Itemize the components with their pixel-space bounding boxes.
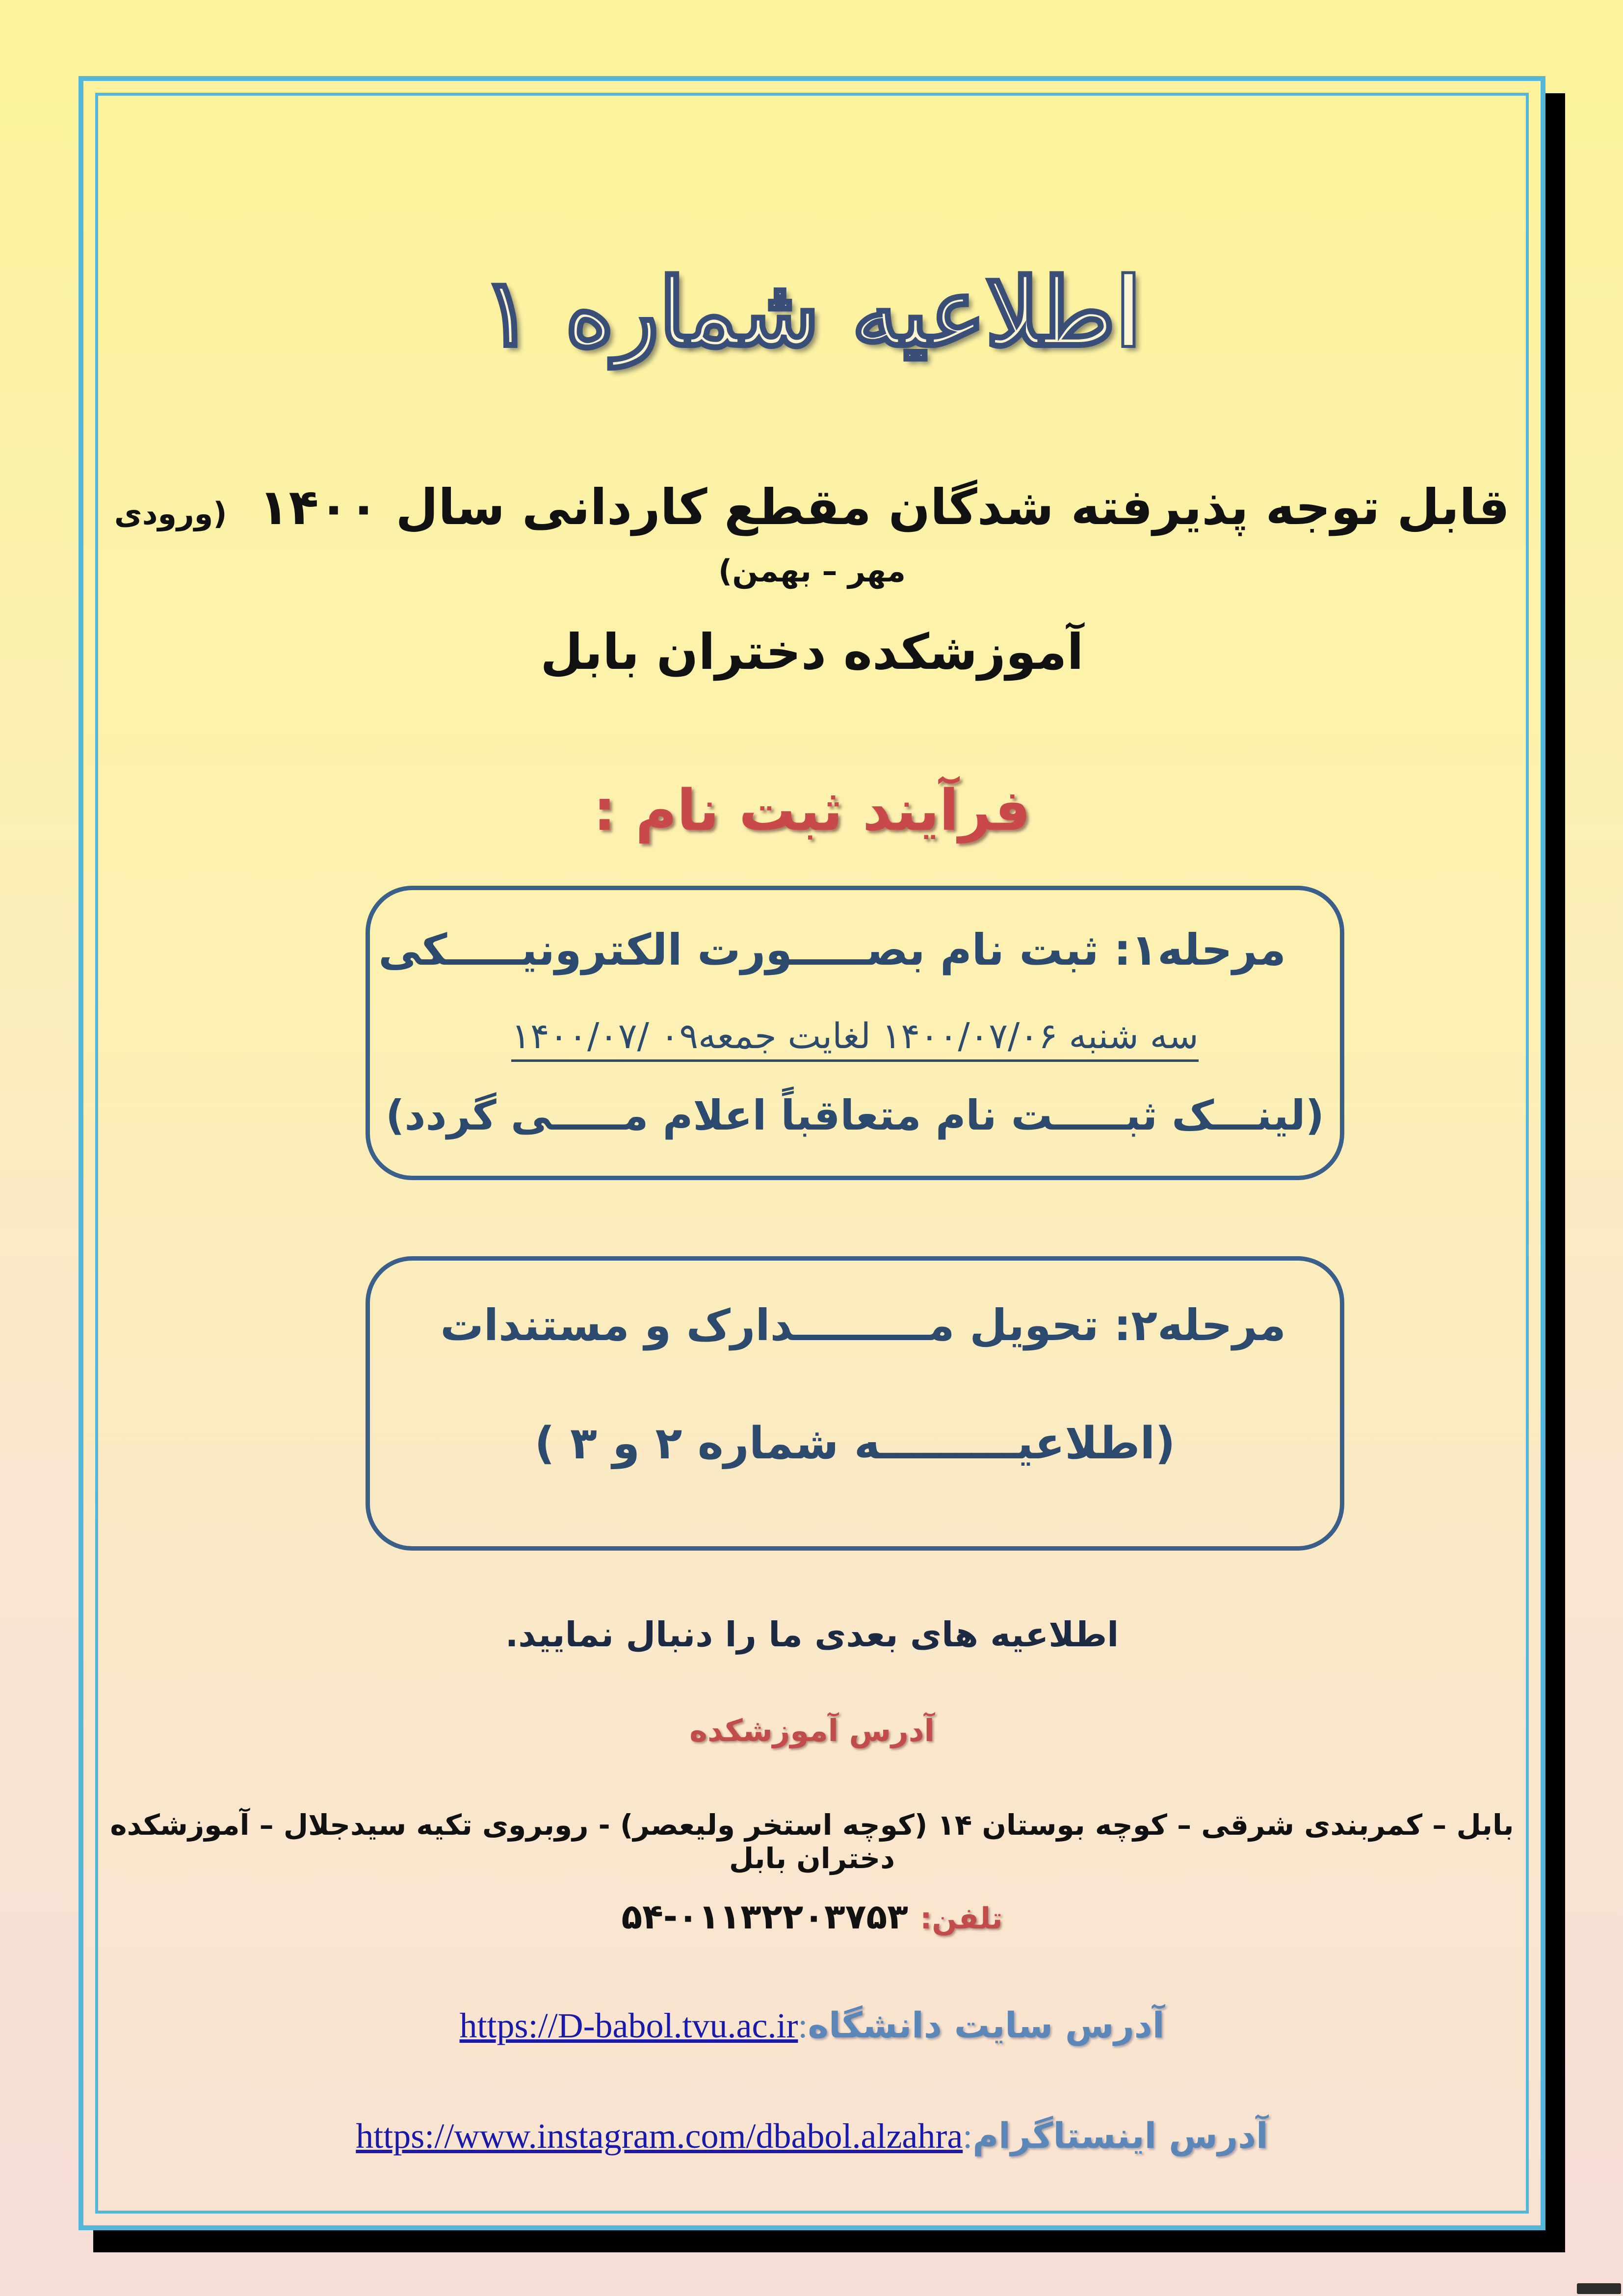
subtitle-main: قابل توجه پذیرفته شدگان مقطع کاردانی سال ۱۴۰۰: [259, 478, 1510, 536]
site-row: [83, 2005, 1541, 2046]
stage1-heading: مرحله۱: ثبت نام بصـــــورت الکترونیـــــکی: [378, 924, 1286, 975]
registration-process-title: فرآیند ثبت نام :: [593, 778, 1031, 844]
stage2-box: [366, 1256, 1344, 1551]
phone-label: تلفن:: [920, 1901, 1003, 1936]
instagram-colon: :: [963, 2116, 973, 2156]
phone-number: ۰۱۱۳۲۲۰۳۷۵۳-۵۴: [621, 1897, 908, 1937]
stage1-dates-text: سه شنبه ۱۴۰۰/۰۷/۰۶ لغایت جمعه۰۹ /۱۴۰۰/۰۷: [511, 1015, 1198, 1062]
school-address: بابل – کمربندی شرقی – کوچه بوستان ۱۴ (کوچه استخر ولیعصر) - روبروی تکیه سیدجلال – آموزشکده دختران بابل: [110, 1808, 1514, 1875]
corner-logo: [1577, 2283, 1621, 2294]
site-colon: :: [798, 2006, 808, 2045]
instagram-link[interactable]: https://www.instagram.com/dbabol.alzahra: [356, 2116, 963, 2156]
notice-frame: [79, 76, 1545, 2230]
stage1-link-note: (لینـــک ثبـــــت نام متعاقباً اعلام مـــــی گردد): [386, 1091, 1324, 1139]
stage1-box: [366, 886, 1344, 1180]
notice-subtitle: [83, 478, 1541, 593]
site-link[interactable]: https://D-babol.tvu.ac.ir: [459, 2006, 798, 2045]
address-label: آدرس آموزشکده: [689, 1713, 935, 1748]
notice-title: اطلاعیه شماره ۱: [482, 258, 1142, 367]
instagram-row: [83, 2115, 1541, 2157]
phone-line: [83, 1897, 1541, 1937]
instagram-label: آدرس اینستاگرام: [972, 2115, 1268, 2156]
site-label: آدرس سایت دانشگاه: [808, 2005, 1165, 2046]
subtitle-intake: (ورودی مهر – بهمن): [114, 496, 906, 589]
follow-notice: اطلاعیه های بعدی ما را دنبال نمایید.: [505, 1614, 1119, 1655]
stage1-dates: [370, 1015, 1340, 1056]
stage2-heading: مرحله۲: تحویل مـــــــــدارک و مستندات: [440, 1300, 1286, 1350]
school-name: آموزشکده دختران بابل: [540, 623, 1084, 681]
stage2-note: (اطلاعیـــــــــه شماره ۲ و ۳ ): [534, 1418, 1176, 1469]
